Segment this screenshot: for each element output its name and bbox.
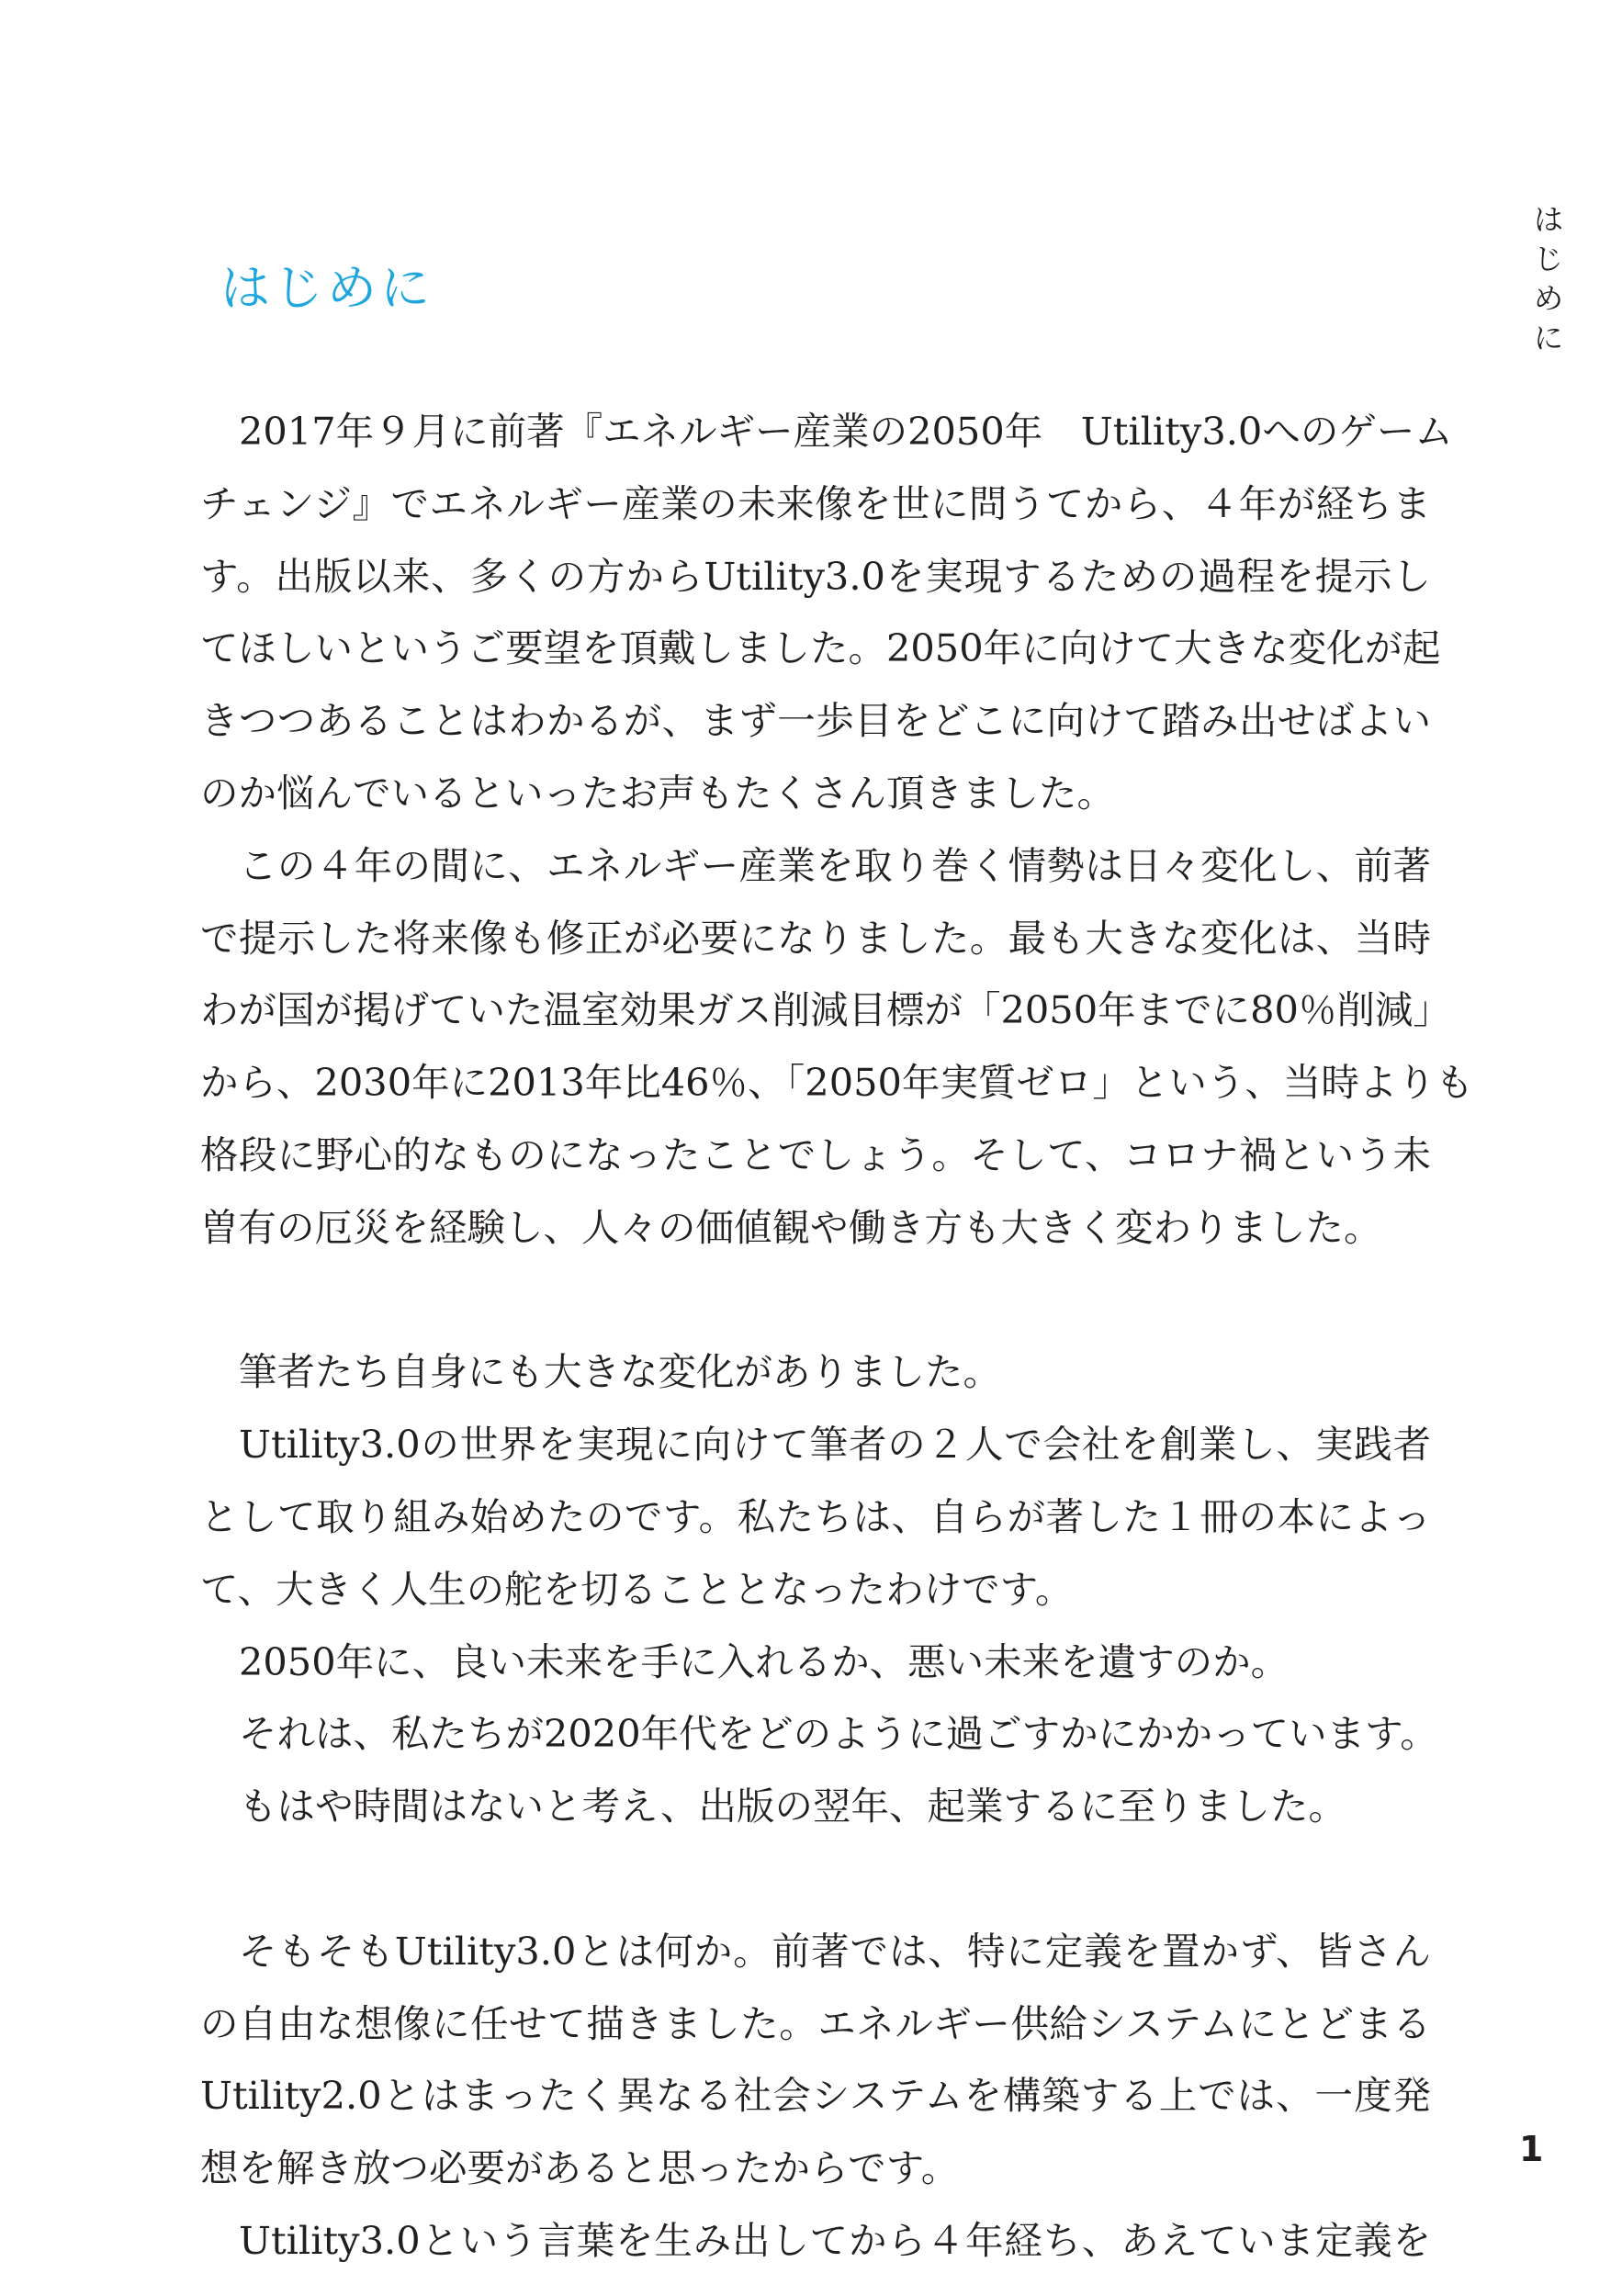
running-header-char: は — [1533, 202, 1563, 237]
running-header — [1530, 200, 1567, 358]
text-line: Utility2.0とはまったく異なる社会システムを構築する上では、一度発 — [200, 2073, 1431, 2119]
text-line: で提示した将来像も修正が必要になりました。最も大きな変化は、当時 — [200, 915, 1431, 961]
text-line: この４年の間に、エネルギー産業を取り巻く情勢は日々変化し、前著 — [239, 842, 1431, 888]
text-line: チェンジ』でエネルギー産業の未来像を世に問うてから、４年が経ちま — [200, 480, 1431, 526]
text-line: Utility3.0という言葉を生み出してから４年経ち、あえていま定義を — [239, 2217, 1431, 2263]
text-line: て、大きく人生の舵を切ることとなったわけです。 — [200, 1566, 1074, 1612]
body-text — [200, 396, 1474, 2278]
text-line: 2017年９月に前著『エネルギー産業の2050年 Utility3.0へのゲーム — [239, 409, 1453, 454]
text-line: 筆者たち自身にも大きな変化がありました。 — [239, 1349, 1002, 1395]
running-header-char: め — [1533, 281, 1563, 316]
text-line: もはや時間はないと考え、出版の翌年、起業するに至りました。 — [239, 1784, 1346, 1829]
paragraph-break — [200, 1843, 1431, 1916]
text-line: す。出版以来、多くの方からUtility3.0を実現するための過程を提示し — [200, 553, 1431, 599]
text-line: Utility3.0の世界を実現に向けて筆者の２人で会社を創業し、実践者 — [239, 1422, 1431, 1468]
running-header-char: に — [1533, 321, 1563, 355]
text-line: それは、私たちが2020年代をどのように過ごすかにかかっています。 — [239, 1711, 1438, 1757]
text-line: てほしいというご要望を頂戴しました。2050年に向けて大きな変化が起 — [200, 625, 1441, 671]
text-line: きつつあることはわかるが、まず一歩目をどこに向けて踏み出せばよい — [200, 698, 1431, 744]
text-line: 格段に野心的なものになったことでしょう。そして、コロナ禍という未 — [200, 1131, 1431, 1177]
running-header-char: じ — [1533, 242, 1563, 276]
text-line: として取り組み始めたのです。私たちは、自らが著した１冊の本によっ — [200, 1493, 1431, 1539]
text-line: わが国が掲げていた温室効果ガス削減目標が「2050年までに80％削減」 — [200, 987, 1451, 1033]
page-title: はじめに — [220, 259, 434, 317]
paragraph-break — [200, 1265, 1431, 1337]
text-line: 想を解き放つ必要があると思ったからです。 — [200, 2145, 960, 2191]
text-line: そもそもUtility3.0とは何か。前著では、特に定義を置かず、皆さん — [239, 1928, 1431, 1974]
text-line: 曽有の厄災を経験し、人々の価値観や働き方も大きく変わりました。 — [200, 1204, 1382, 1250]
text-line: の自由な想像に任せて描きました。エネルギー供給システムにとどまる — [200, 2000, 1431, 2046]
text-line: から、2030年に2013年比46％、「2050年実質ゼロ」という、当時よりも — [200, 1060, 1474, 1106]
page-number: 1 — [1519, 2129, 1544, 2169]
text-line: 2050年に、良い未来を手に入れるか、悪い未来を遺すのか。 — [239, 1638, 1290, 1684]
text-line: のか悩んでいるといったお声もたくさん頂きました。 — [200, 770, 1116, 816]
